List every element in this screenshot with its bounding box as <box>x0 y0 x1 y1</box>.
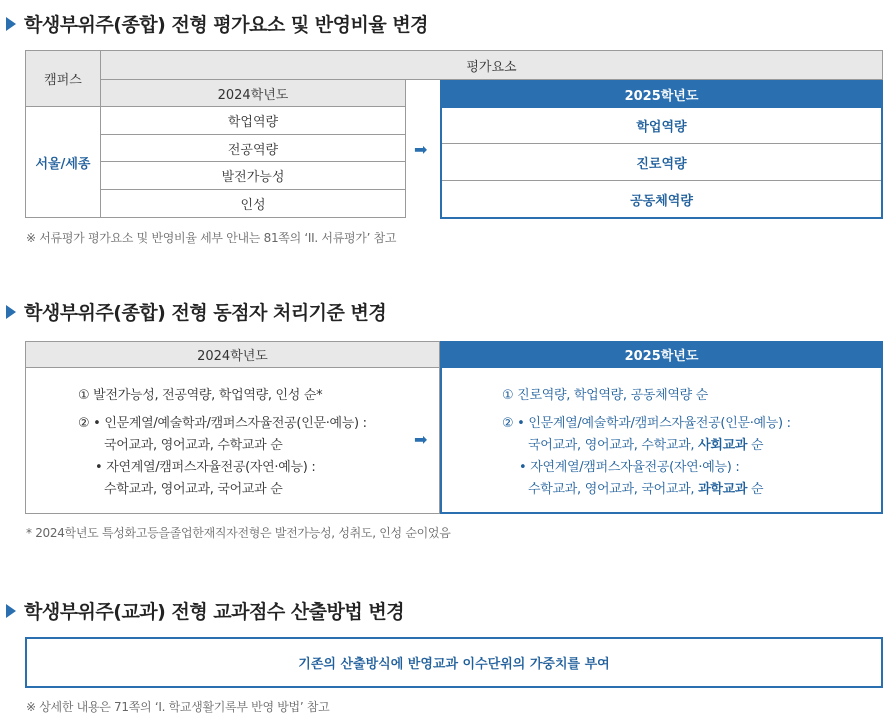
text-segment: 수학교과, 영어교과, 국어교과, <box>528 482 699 497</box>
tiebreak-2025-line: ① 진로역량, 학업역량, 공동체역량 순 <box>502 388 708 403</box>
text-segment: 순 <box>747 438 764 453</box>
tiebreak-2024-line: ① 발전가능성, 전공역량, 학업역량, 인성 순* <box>78 388 323 403</box>
triangle-bullet-icon <box>6 604 16 618</box>
year-2024-header: 2024학년도 <box>100 79 406 107</box>
tiebreak-2024-header: 2024학년도 <box>25 341 440 368</box>
section2-heading <box>6 298 386 325</box>
section1-title: 학생부위주(종합) 전형 평가요소 및 반영비율 변경 <box>24 14 429 36</box>
highlight-subject: 과학교과 <box>698 482 748 497</box>
section3-heading <box>6 597 404 624</box>
section1-note: ※ 서류평가 평가요소 및 반영비율 세부 안내는 81쪽의 ‘II. 서류평가’ 참고 <box>26 231 397 245</box>
text-segment: 국어교과, 영어교과, 수학교과, <box>528 438 699 453</box>
tiebreak-2024-line: 수학교과, 영어교과, 국어교과 순 <box>104 482 283 497</box>
section2-title: 학생부위주(종합) 전형 동점자 처리기준 변경 <box>24 302 387 324</box>
item-2024: 인성 <box>100 189 406 218</box>
triangle-bullet-icon <box>6 305 16 319</box>
section3-note: ※ 상세한 내용은 71쪽의 ‘I. 학교생활기록부 반영 방법’ 참고 <box>26 700 330 714</box>
section3-box-text: 기존의 산출방식에 반영교과 이수단위의 가중치를 부여 <box>298 657 610 672</box>
item-2025: 공동체역량 <box>630 193 693 209</box>
section3-title: 학생부위주(교과) 전형 교과점수 산출방법 변경 <box>24 601 405 623</box>
eval-header: 평가요소 <box>100 50 883 80</box>
item-2024: 발전가능성 <box>100 161 406 190</box>
tiebreak-2025-line: • 자연계열/캠퍼스자율전공(자연·예능) : <box>519 460 740 475</box>
tiebreak-2025-header: 2025학년도 <box>440 341 883 368</box>
campus-header: 캠퍼스 <box>25 50 101 107</box>
text-segment: 순 <box>747 482 764 497</box>
campus-cell: 서울/세종 <box>25 106 101 218</box>
item-2024: 학업역량 <box>100 106 406 135</box>
section2-note: * 2024학년도 특성화고등을졸업한재직자전형은 발전가능성, 성취도, 인성 순이었음 <box>26 526 451 540</box>
arrow-right-icon: ➡ <box>414 430 428 449</box>
item-2024: 전공역량 <box>100 134 406 162</box>
tiebreak-2024-line: 국어교과, 영어교과, 수학교과 순 <box>104 438 283 453</box>
section3-box <box>25 637 883 688</box>
tiebreak-2024-line: ② • 인문계열/예술학과/캠퍼스자율전공(인문·예능) : <box>78 416 367 431</box>
tiebreak-2024-line: • 자연계열/캠퍼스자율전공(자연·예능) : <box>95 460 316 475</box>
tiebreak-2025-line <box>528 434 763 453</box>
item-2025: 진로역량 <box>442 144 881 181</box>
tiebreak-2025-line: ② • 인문계열/예술학과/캠퍼스자율전공(인문·예능) : <box>502 416 791 431</box>
tiebreak-2025-line <box>528 478 763 497</box>
arrow-right-icon: ➡ <box>414 140 428 159</box>
item-2025: 학업역량 <box>442 108 881 144</box>
triangle-bullet-icon <box>6 17 16 31</box>
highlight-subject: 사회교과 <box>698 438 748 453</box>
section1-heading <box>6 10 428 37</box>
year-2025-header: 2025학년도 <box>440 80 883 108</box>
